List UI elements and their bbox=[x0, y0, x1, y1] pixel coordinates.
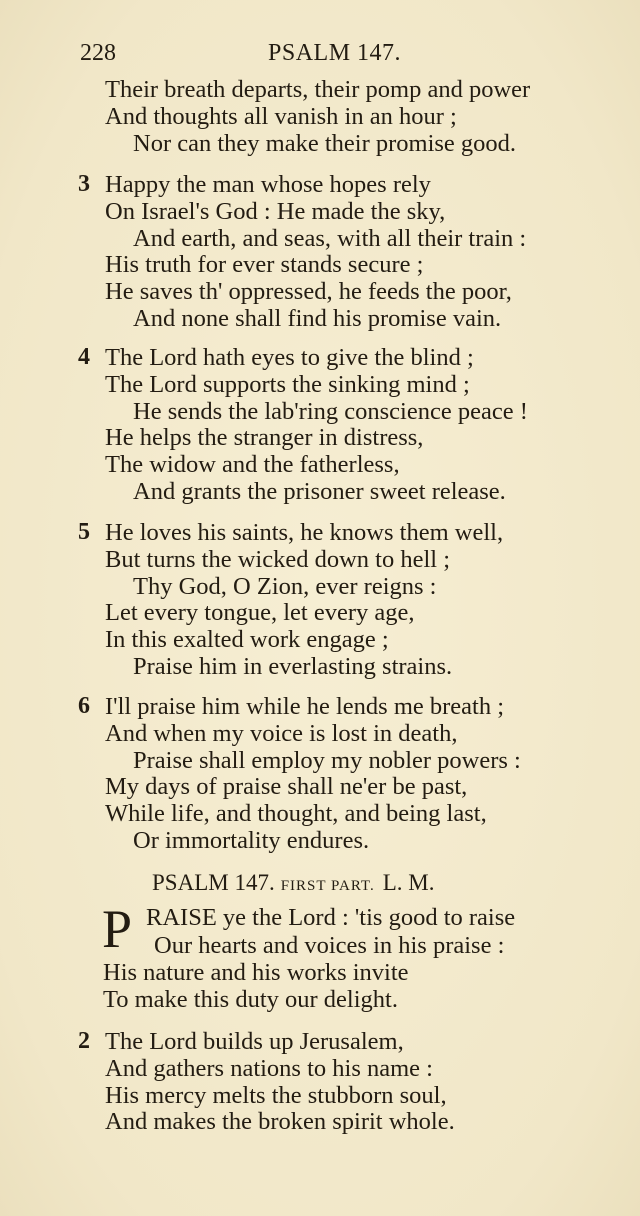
verse-line: The widow and the fatherless, bbox=[105, 451, 400, 479]
verse-line: Or immortality endures. bbox=[133, 827, 370, 854]
verse-line: His mercy melts the stubborn soul, bbox=[105, 1081, 447, 1109]
verse-line: Praise shall employ my nobler powers : bbox=[133, 746, 521, 774]
verse-line: Thy God, O Zion, ever reigns : bbox=[133, 572, 437, 600]
verse-line: To make this duty our delight. bbox=[103, 985, 398, 1013]
hymn-meter: L. M. bbox=[382, 870, 435, 895]
verse-line: The Lord builds up Jerusalem, bbox=[105, 1028, 404, 1055]
hymn-heading bbox=[152, 870, 434, 896]
hymn-part: FIRST PART. bbox=[280, 878, 375, 894]
verse-line: Their breath departs, their pomp and power bbox=[105, 76, 531, 103]
page-number: 228 bbox=[80, 40, 116, 66]
running-title: PSALM 147. bbox=[268, 40, 402, 66]
verse-line: My days of praise shall ne'er be past, bbox=[105, 773, 468, 801]
verse-line: He sends the lab'ring conscience peace ! bbox=[133, 397, 528, 425]
verse-line: The Lord hath eyes to give the blind ; bbox=[105, 344, 474, 371]
verse-line: His truth for ever stands secure ; bbox=[105, 251, 424, 279]
verse-line: And gathers nations to his name : bbox=[105, 1054, 433, 1082]
stanza-number: 4 bbox=[78, 344, 90, 370]
verse-line: While life, and thought, and being last, bbox=[105, 800, 487, 828]
verse-line: But turns the wicked down to hell ; bbox=[105, 545, 450, 573]
verse-line: And makes the broken spirit whole. bbox=[105, 1108, 455, 1136]
verse-line: And thoughts all vanish in an hour ; bbox=[105, 102, 457, 130]
verse-line: On Israel's God : He made the sky, bbox=[105, 197, 446, 225]
verse-line: He saves th' oppressed, he feeds the poor, bbox=[105, 278, 512, 306]
verse-line: His nature and his works invite bbox=[103, 958, 409, 986]
verse-line: I'll praise him while he lends me breath ; bbox=[105, 693, 505, 720]
stanza-number: 6 bbox=[78, 693, 90, 719]
verse-line: Nor can they make their promise good. bbox=[133, 129, 517, 157]
verse-line: And when my voice is lost in death, bbox=[105, 719, 458, 747]
verse-line: The Lord supports the sinking mind ; bbox=[105, 370, 470, 398]
verse-line: Praise him in everlasting strains. bbox=[133, 653, 453, 680]
first-line: RAISE ye the Lord : 'tis good to raise bbox=[146, 904, 516, 931]
verse-line: Happy the man whose hopes rely bbox=[105, 171, 431, 198]
verse-line: And none shall find his promise vain. bbox=[133, 305, 502, 332]
stanza-number: 5 bbox=[78, 519, 90, 545]
verse-line: Our hearts and voices in his praise : bbox=[154, 932, 505, 959]
verse-line: He helps the stranger in distress, bbox=[105, 424, 424, 452]
verse-line: And earth, and seas, with all their train : bbox=[133, 224, 527, 252]
stanza-number: 2 bbox=[78, 1028, 90, 1054]
verse-line: Let every tongue, let every age, bbox=[105, 599, 415, 627]
hymn-title: PSALM 147. bbox=[152, 870, 275, 895]
stanza-number: 3 bbox=[78, 171, 90, 197]
verse-line: He loves his saints, he knows them well, bbox=[105, 519, 504, 546]
drop-cap: P bbox=[102, 899, 133, 959]
verse-line: And grants the prisoner sweet release. bbox=[133, 478, 506, 505]
verse-line: In this exalted work engage ; bbox=[105, 626, 389, 654]
